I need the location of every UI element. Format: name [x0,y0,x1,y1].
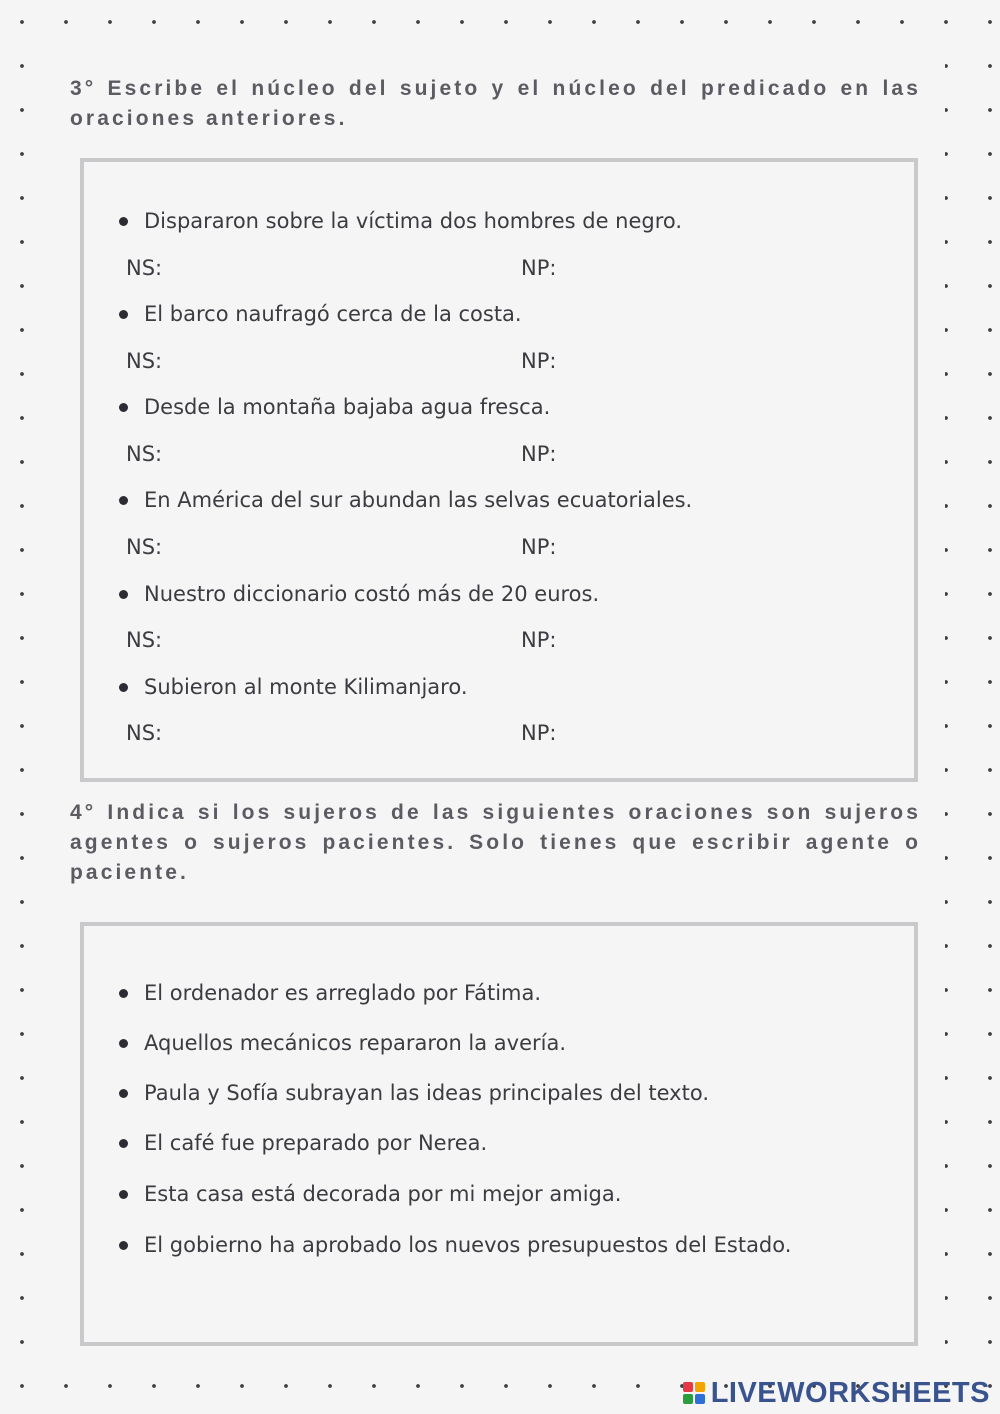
bullet-icon [119,310,128,319]
list-item: En América del sur abundan las selvas ecuatoriales. [144,485,692,515]
list-item: El ordenador es arreglado por Fátima. [144,978,541,1008]
bullet-icon [119,1039,128,1048]
ns-label: NS: [126,628,163,652]
np-label: NP: [521,442,557,466]
list-item: Nuestro diccionario costó más de 20 euros. [144,579,599,609]
logo-text: LIVEWORKSHEETS [710,1376,990,1409]
bullet-icon [119,1241,128,1250]
bullet-icon [119,1089,128,1098]
list-item: El barco naufragó cerca de la costa. [144,299,522,329]
bullet-icon [119,496,128,505]
bullet-icon [119,590,128,599]
logo-square [695,1382,705,1392]
liveworksheets-logo-icon [683,1382,705,1404]
list-item: Dispararon sobre la víctima dos hombres de negro. [144,206,682,236]
list-item: El gobierno ha aprobado los nuevos presupuestos del Estado. [144,1230,791,1260]
ns-label: NS: [126,349,163,373]
list-item: Aquellos mecánicos repararon la avería. [144,1028,566,1058]
ns-label: NS: [126,442,163,466]
list-item: Paula y Sofía subrayan las ideas principales del texto. [144,1078,709,1108]
ns-label: NS: [126,721,163,745]
exercise-4-heading: 4° Indica si los sujeros de las siguientes oraciones son sujeros agentes o sujeros pacientes. Solo tienes que escribir agente o paciente. [70,801,921,884]
bullet-icon [119,217,128,226]
logo-square [695,1394,705,1404]
bullet-icon [119,1190,128,1199]
list-item: Esta casa está decorada por mi mejor amiga. [144,1179,621,1209]
np-label: NP: [521,535,557,559]
liveworksheets-logo[interactable] [683,1376,990,1410]
exercise-4-box [80,922,918,1346]
bullet-icon [119,1139,128,1148]
logo-square [683,1382,693,1392]
list-item: Desde la montaña bajaba agua fresca. [144,392,550,422]
bullet-icon [119,403,128,412]
list-item: Subieron al monte Kilimanjaro. [144,672,468,702]
exercise-3-box [80,158,918,782]
list-item: El café fue preparado por Nerea. [144,1128,487,1158]
ns-label: NS: [126,535,163,559]
np-label: NP: [521,721,557,745]
np-label: NP: [521,256,557,280]
np-label: NP: [521,349,557,373]
np-label: NP: [521,628,557,652]
bullet-icon [119,683,128,692]
bullet-icon [119,989,128,998]
logo-square [683,1394,693,1404]
ns-label: NS: [126,256,163,280]
exercise-3-heading: 3° Escribe el núcleo del sujeto y el núcleo del predicado en las oraciones anteriores. [70,77,921,130]
